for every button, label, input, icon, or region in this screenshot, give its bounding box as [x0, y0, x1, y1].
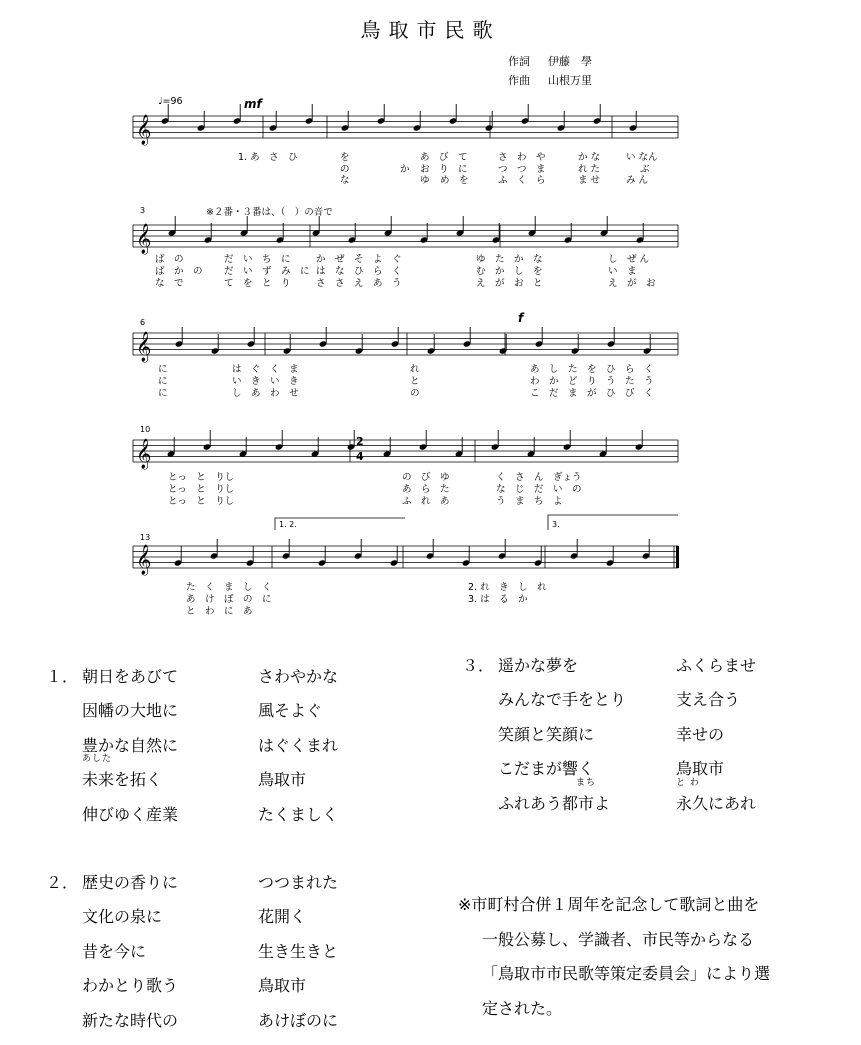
- lyric: さ わ や: [498, 152, 546, 163]
- lyric: わ か ど り う た う: [530, 376, 654, 387]
- lyric: 2. れ き し れ: [468, 582, 547, 593]
- verse-line: 生き生きと: [258, 941, 339, 961]
- lyric: だ い ず み に: [224, 266, 310, 277]
- note-line: 「鳥取市市民歌等策定委員会」により選: [482, 964, 771, 983]
- footnote-block: [458, 888, 838, 1026]
- lyric: 1. あ さ ひ: [238, 152, 298, 163]
- verse-line: 花開く: [258, 907, 307, 927]
- lyric: ま せ: [578, 175, 601, 186]
- lyric: む か し を: [476, 266, 543, 277]
- lyric: ふ れ あ: [402, 496, 450, 507]
- verse-line: 遥かな夢を: [498, 656, 579, 675]
- volta-1-2: 1. 2.: [279, 520, 297, 529]
- lyric: 3. は る か: [468, 594, 528, 605]
- verse-line: ふくらませ: [676, 656, 757, 675]
- time-sig-top: 2: [356, 435, 364, 448]
- lyric: さ さ え あ う: [316, 278, 402, 289]
- verse-line: わかとり歌う: [82, 976, 179, 996]
- lyric: み ん: [626, 175, 649, 186]
- verse-line: 豊かな自然に: [82, 735, 179, 755]
- lyric: な: [340, 175, 350, 186]
- lyric: とっ と りし: [168, 472, 235, 483]
- verse-line: 因幡の大地に: [82, 701, 179, 721]
- lyric: な で: [155, 278, 184, 289]
- note-line: 定された。: [482, 998, 563, 1018]
- verse-number: １．: [46, 667, 79, 686]
- verse-line: 新たな時代の: [82, 1010, 179, 1030]
- lyric: あ ら た: [402, 484, 450, 495]
- treble-clef-icon: 𝄞: [136, 115, 152, 145]
- lyric: い き い き: [232, 376, 299, 387]
- measure-number: 13: [140, 533, 151, 542]
- lyric: つ つ ま: [498, 164, 546, 175]
- verse-line: 朝日をあびて: [82, 667, 179, 686]
- lyric: に: [158, 376, 168, 387]
- note-line: 一般公募し、学識者、市民等からなる: [482, 929, 755, 949]
- lyric: ゆ た か な: [476, 254, 543, 265]
- verse-line: 支え合う: [676, 690, 741, 710]
- verse-line: 文化の泉に: [82, 907, 163, 927]
- lyric: ば か の: [155, 266, 203, 277]
- verse-1: [46, 660, 338, 832]
- lyrics: [155, 152, 658, 617]
- verse-2: [46, 866, 338, 1038]
- lyric: れ: [410, 364, 420, 375]
- volta-3: 3.: [552, 520, 560, 529]
- lyric: し あ わ せ: [232, 388, 299, 399]
- treble-clef-icon: 𝄞: [136, 439, 152, 469]
- lyric: え が お と: [476, 278, 543, 289]
- verse-line: みんなで手をとり: [498, 690, 627, 710]
- verse-line: 幸せの: [676, 724, 725, 744]
- lyric: く さ ん ぎょう: [496, 472, 582, 483]
- lyricist-credit: 作詞 伊藤 學: [508, 55, 592, 68]
- lyric: ぶ: [640, 164, 650, 175]
- lyric: え が お: [608, 278, 656, 289]
- ruby-text: まち: [576, 777, 597, 788]
- verse-line: あけぼのに: [258, 1010, 339, 1030]
- lyric: の: [340, 164, 350, 175]
- footnote: ※２番・３番は、（ ）の音で: [206, 207, 333, 218]
- lyric: とっ と りし: [168, 496, 235, 507]
- lyric: め を: [440, 175, 469, 186]
- volta-bracket: [548, 515, 678, 530]
- verse-line: 伸びゆく産業: [82, 804, 179, 824]
- verse-line: たくましく: [258, 804, 339, 824]
- verse-number: ２．: [46, 873, 79, 892]
- verse-line: つつまれた: [258, 873, 339, 892]
- lyric: れ た: [578, 164, 601, 175]
- lyric: あ し た を ひ ら く: [530, 364, 654, 375]
- lyric: あ け ぼ の に: [186, 594, 272, 605]
- lyric: い なん: [626, 152, 658, 163]
- verse-line: あした 未来を拓く: [82, 754, 163, 790]
- lyric: とっ と りし: [168, 484, 235, 495]
- ruby-text: と わ: [676, 777, 700, 788]
- lyric: は ぐ く ま: [232, 364, 299, 375]
- lyric: か な: [578, 152, 601, 163]
- verse-line: さわやかな: [258, 667, 339, 686]
- verse-line: 鳥取市: [676, 759, 725, 779]
- verse-line: はぐくまれ: [258, 735, 339, 755]
- treble-clef-icon: 𝄞: [136, 224, 152, 254]
- measure-number: 6: [140, 318, 146, 327]
- page-title: 鳥取市民歌: [360, 18, 501, 42]
- lyric: お り に: [420, 164, 468, 175]
- note-line: ※市町村合併１周年を記念して歌詞と曲を: [458, 895, 760, 914]
- lyric: う ま ち よ: [496, 496, 563, 507]
- verse-line: 昔を今に: [82, 941, 147, 961]
- treble-clef-icon: 𝄞: [136, 545, 152, 575]
- lyric: ゆ: [420, 175, 430, 186]
- lyric: た く ま し く: [186, 582, 272, 593]
- verse-line: 歴史の香りに: [82, 873, 179, 892]
- lyric: か: [400, 164, 410, 175]
- lyric: か ぜ そ よ ぐ: [316, 254, 402, 265]
- verse-line: 笑顔と笑顔に: [498, 724, 595, 744]
- lyric: に: [158, 388, 168, 399]
- lyric: ば の: [155, 254, 184, 265]
- dynamic-mf: mf: [244, 97, 262, 111]
- dynamic-f: f: [518, 311, 524, 325]
- lyric: あ び て: [420, 152, 468, 163]
- treble-clef-icon: 𝄞: [136, 332, 152, 362]
- tempo-mark: ♩=96: [158, 96, 183, 107]
- lyric: を: [340, 152, 350, 163]
- time-sig-bottom: 4: [356, 450, 364, 463]
- measure-number: 3: [140, 206, 146, 215]
- verse-number: ３．: [462, 656, 495, 675]
- lyric: の び ゆ: [402, 472, 450, 483]
- lyric: と: [410, 376, 420, 387]
- lyric: ふ く ら: [498, 175, 546, 186]
- verse-line: 鳥取市: [258, 976, 307, 996]
- lyric: な じ だ い の: [496, 484, 582, 495]
- lyric: だ い ち に: [224, 254, 291, 265]
- measure-number: 10: [140, 425, 151, 434]
- lyric: い ま: [608, 266, 637, 277]
- verse-line: こだまが響く: [498, 759, 595, 779]
- lyric: こ だ ま が ひ び く: [530, 388, 654, 399]
- lyric: の: [410, 388, 420, 399]
- lyric: は な ひ ら く: [316, 266, 402, 277]
- verse-line: まち ふれあう都市よ: [498, 777, 611, 813]
- lyric: て を と り: [224, 278, 291, 289]
- verse-line: と わ 永久にあれ: [676, 777, 757, 813]
- final-barline: [676, 546, 679, 568]
- verse-line: 鳥取市: [258, 770, 307, 790]
- lyric: に: [158, 364, 168, 375]
- lyric: と わ に あ: [186, 606, 253, 617]
- composer-credit: 作曲 山根万里: [508, 74, 592, 87]
- ruby-text: あした: [82, 754, 113, 765]
- lyric: し ぜ ん: [608, 254, 650, 265]
- verse-line: 風そよぐ: [258, 701, 323, 721]
- verse-3: [462, 649, 756, 821]
